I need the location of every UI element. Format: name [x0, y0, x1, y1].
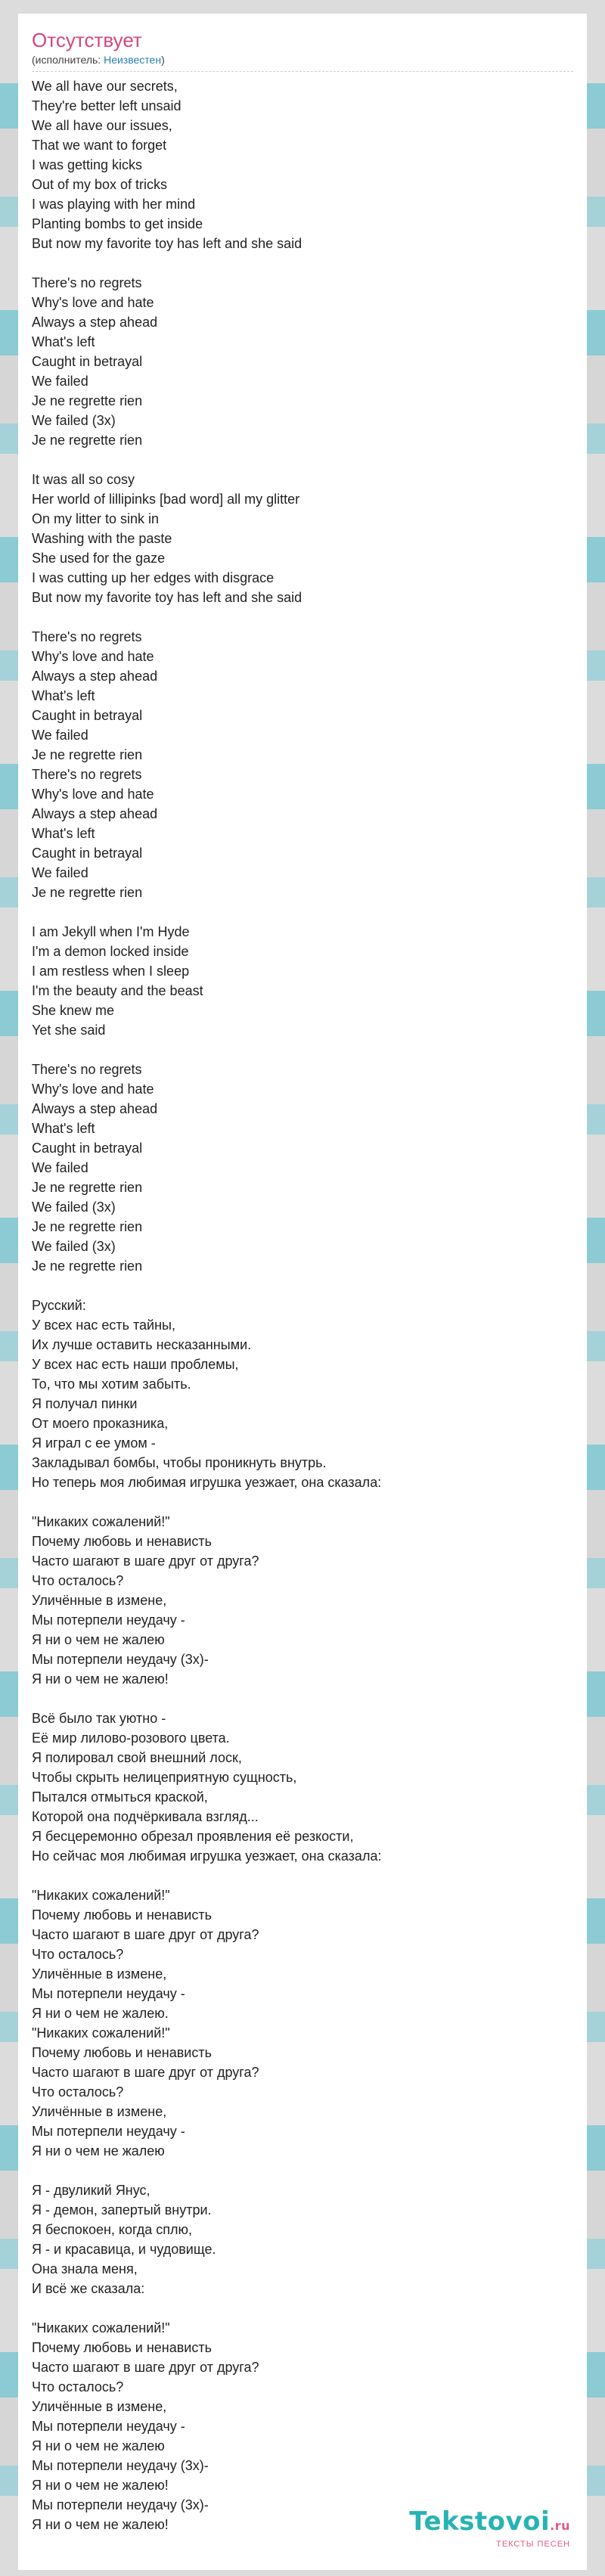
lyric-line: Я полировал свой внешний лоск,: [32, 1750, 242, 1765]
lyric-line: Я ни о чем не жалею: [32, 2438, 165, 2453]
lyric-line: Out of my box of tricks: [32, 177, 168, 192]
lyric-line: I am restless when I sleep: [32, 964, 190, 979]
lyric-line: Мы потерпели неудачу (3х)-: [32, 2497, 209, 2512]
lyric-line: Why's love and hate: [32, 1082, 154, 1097]
lyric-line: Мы потерпели неудачу -: [32, 2124, 185, 2139]
logo-tagline: ТЕКСТЫ ПЕСЕН: [496, 2540, 570, 2549]
lyric-line: Je ne regrette rien: [32, 1219, 143, 1234]
lyric-line: Уличённые в измене,: [32, 2104, 167, 2119]
lyric-line: There's no regrets: [32, 767, 142, 782]
lyric-line: But now my favorite toy has left and she said: [32, 236, 302, 251]
lyric-line: Мы потерпели неудачу (3х)-: [32, 2458, 209, 2473]
lyric-line: Я ни о чем не жалею!: [32, 2478, 169, 2493]
lyric-line: Je ne regrette rien: [32, 1259, 143, 1274]
lyric-line: What's left: [32, 688, 95, 703]
lyric-line: I was getting kicks: [32, 157, 143, 172]
lyric-line: Что осталось?: [32, 1573, 124, 1588]
lyric-line: Always a step ahead: [32, 806, 158, 821]
lyric-line: Why's love and hate: [32, 787, 154, 802]
lyric-line: Всё было так уютно -: [32, 1711, 166, 1726]
lyric-line: Почему любовь и ненависть: [32, 1907, 212, 1923]
lyric-line: И всё же сказала:: [32, 2281, 145, 2296]
lyric-line: Часто шагают в шаге друг от друга?: [32, 2360, 259, 2375]
lyric-line: It was all so cosy: [32, 472, 135, 487]
site-logo[interactable]: [409, 2508, 570, 2549]
lyric-line: Я беспокоен, когда сплю,: [32, 2222, 193, 2237]
lyric-line: We failed (3x): [32, 413, 116, 428]
lyric-line: We failed: [32, 865, 88, 880]
lyric-line: Caught in betrayal: [32, 846, 143, 861]
lyric-line: Я - демон, запертый внутри.: [32, 2202, 212, 2218]
lyric-line: Почему любовь и ненависть: [32, 1534, 212, 1549]
lyric-line: Я ни о чем не жалею: [32, 1632, 165, 1647]
lyric-line: Что осталось?: [32, 2379, 124, 2394]
lyric-line: We failed: [32, 1160, 88, 1175]
lyric-line: Уличённые в измене,: [32, 1966, 167, 1982]
lyric-line: There's no regrets: [32, 1062, 142, 1077]
lyric-line: Caught in betrayal: [32, 1141, 143, 1156]
lyric-line: We all have our issues,: [32, 118, 172, 133]
lyric-line: Но теперь моя любимая игрушка уезжает, она сказала:: [32, 1475, 382, 1490]
logo-domain: .ru: [550, 2519, 570, 2533]
lyric-line: Je ne regrette rien: [32, 393, 143, 408]
lyric-line: But now my favorite toy has left and she said: [32, 590, 302, 605]
lyric-line: On my litter to sink in: [32, 511, 160, 526]
lyric-line: She used for the gaze: [32, 551, 166, 566]
lyric-line: Caught in betrayal: [32, 354, 143, 369]
lyric-line: She knew me: [32, 1003, 115, 1018]
lyric-line: Я - двуликий Янус,: [32, 2183, 150, 2198]
lyric-line: I was playing with her mind: [32, 197, 196, 212]
lyric-line: Которой она подчёркивала взгляд...: [32, 1809, 259, 1824]
lyric-line: Почему любовь и ненависть: [32, 2045, 212, 2060]
lyric-line: I'm a demon locked inside: [32, 944, 189, 959]
stanza-break: [32, 1040, 573, 1060]
lyric-line: Always a step ahead: [32, 1101, 158, 1116]
lyric-line: "Никаких сожалений!": [32, 2320, 170, 2335]
lyric-line: We failed (3x): [32, 1200, 116, 1215]
lyric-line: "Никаких сожалений!": [32, 1888, 170, 1903]
lyric-line: Часто шагают в шаге друг от друга?: [32, 2065, 259, 2080]
lyric-line: "Никаких сожалений!": [32, 1514, 170, 1529]
lyric-line: Я играл с ее умом -: [32, 1435, 156, 1451]
artist-line: [32, 53, 573, 72]
lyric-line: Почему любовь и ненависть: [32, 2340, 212, 2355]
lyric-line: Я ни о чем не жалею.: [32, 2006, 169, 2021]
artist-prefix: (исполнитель:: [32, 54, 104, 66]
stanza-break: [32, 2298, 573, 2318]
lyric-line: Я ни о чем не жалею!: [32, 2517, 169, 2532]
stanza-break: [32, 450, 573, 470]
lyric-line: Я - и красавица, и чудовище.: [32, 2242, 216, 2257]
lyrics-text: [32, 76, 573, 2534]
lyric-line: Что осталось?: [32, 2084, 124, 2100]
lyric-line: То, что мы хотим забыть.: [32, 1376, 191, 1392]
lyric-line: Она знала меня,: [32, 2261, 138, 2277]
lyric-line: Yet she said: [32, 1023, 106, 1038]
lyric-line: Planting bombs to get inside: [32, 216, 203, 231]
lyric-line: We failed: [32, 374, 88, 389]
lyric-line: Caught in betrayal: [32, 708, 143, 723]
lyric-line: Why's love and hate: [32, 649, 154, 664]
artist-link[interactable]: Неизвестен: [104, 54, 162, 66]
lyric-line: Закладывал бомбы, чтобы проникнуть внутрь.: [32, 1455, 327, 1470]
lyric-line: Always a step ahead: [32, 669, 158, 684]
lyric-line: Но сейчас моя любимая игрушка уезжает, она сказала:: [32, 1848, 382, 1864]
lyric-line: Что осталось?: [32, 1947, 124, 1962]
artist-suffix: ): [161, 54, 165, 66]
lyric-line: That we want to forget: [32, 138, 167, 153]
lyric-line: Я бесцеремонно обрезал проявления её резкости,: [32, 1829, 354, 1844]
stanza-break: [32, 1492, 573, 1512]
lyric-line: Часто шагают в шаге друг от друга?: [32, 1553, 259, 1569]
lyric-line: We all have our secrets,: [32, 79, 178, 94]
lyric-line: We failed: [32, 728, 88, 743]
lyric-line: Русский:: [32, 1298, 86, 1313]
stanza-break: [32, 902, 573, 922]
lyric-line: Je ne regrette rien: [32, 747, 143, 762]
lyric-line: Уличённые в измене,: [32, 2399, 167, 2414]
lyric-line: Часто шагают в шаге друг от друга?: [32, 1927, 259, 1942]
lyric-line: Мы потерпели неудачу (3х)-: [32, 1652, 209, 1667]
stanza-break: [32, 2161, 573, 2180]
lyric-line: У всех нас есть тайны,: [32, 1317, 175, 1333]
lyric-line: "Никаких сожалений!": [32, 2025, 170, 2041]
lyric-line: Её мир лилово-розового цвета.: [32, 1730, 230, 1746]
stanza-break: [32, 1689, 573, 1709]
lyric-line: We failed (3x): [32, 1239, 116, 1254]
lyric-line: Washing with the paste: [32, 531, 172, 546]
lyric-line: Чтобы скрыть нелицеприятную сущность,: [32, 1770, 297, 1785]
lyric-line: Je ne regrette rien: [32, 433, 143, 448]
lyric-line: I am Jekyll when I'm Hyde: [32, 924, 190, 939]
lyric-line: Мы потерпели неудачу -: [32, 2419, 185, 2434]
lyric-line: I was cutting up her edges with disgrace: [32, 570, 275, 585]
lyric-line: Их лучше оставить несказанными.: [32, 1337, 252, 1352]
lyric-line: Always a step ahead: [32, 315, 158, 330]
lyric-line: Je ne regrette rien: [32, 885, 143, 900]
song-title: Отсутствует: [32, 29, 142, 51]
stanza-break: [32, 1866, 573, 1885]
lyric-line: There's no regrets: [32, 629, 142, 644]
lyric-line: I'm the beauty and the beast: [32, 983, 203, 998]
lyrics-card: [18, 14, 587, 2570]
lyric-line: Я получал пинки: [32, 1396, 138, 1411]
lyric-line: У всех нас есть наши проблемы,: [32, 1357, 239, 1372]
lyric-line: Je ne regrette rien: [32, 1180, 143, 1195]
lyric-line: What's left: [32, 334, 95, 349]
stanza-break: [32, 607, 573, 627]
lyric-line: There's no regrets: [32, 275, 142, 290]
logo-name: Tekstovoi: [409, 2506, 551, 2537]
lyric-line: Мы потерпели неудачу -: [32, 1986, 185, 2001]
lyric-line: What's left: [32, 1121, 95, 1136]
lyric-line: Мы потерпели неудачу -: [32, 1612, 185, 1628]
lyric-line: Уличённые в измене,: [32, 1593, 167, 1608]
lyric-line: Пытался отмыться краской,: [32, 1789, 208, 1805]
stanza-break: [32, 1276, 573, 1296]
lyric-line: What's left: [32, 826, 95, 841]
lyric-line: От моего проказника,: [32, 1416, 169, 1431]
lyric-line: Я ни о чем не жалею: [32, 2143, 165, 2159]
lyric-line: Я ни о чем не жалею!: [32, 1671, 169, 1687]
lyric-line: They're better left unsaid: [32, 98, 182, 113]
stanza-break: [32, 253, 573, 273]
lyric-line: Why's love and hate: [32, 295, 154, 310]
lyric-line: Her world of lillipinks [bad word] all my glitter: [32, 492, 300, 507]
